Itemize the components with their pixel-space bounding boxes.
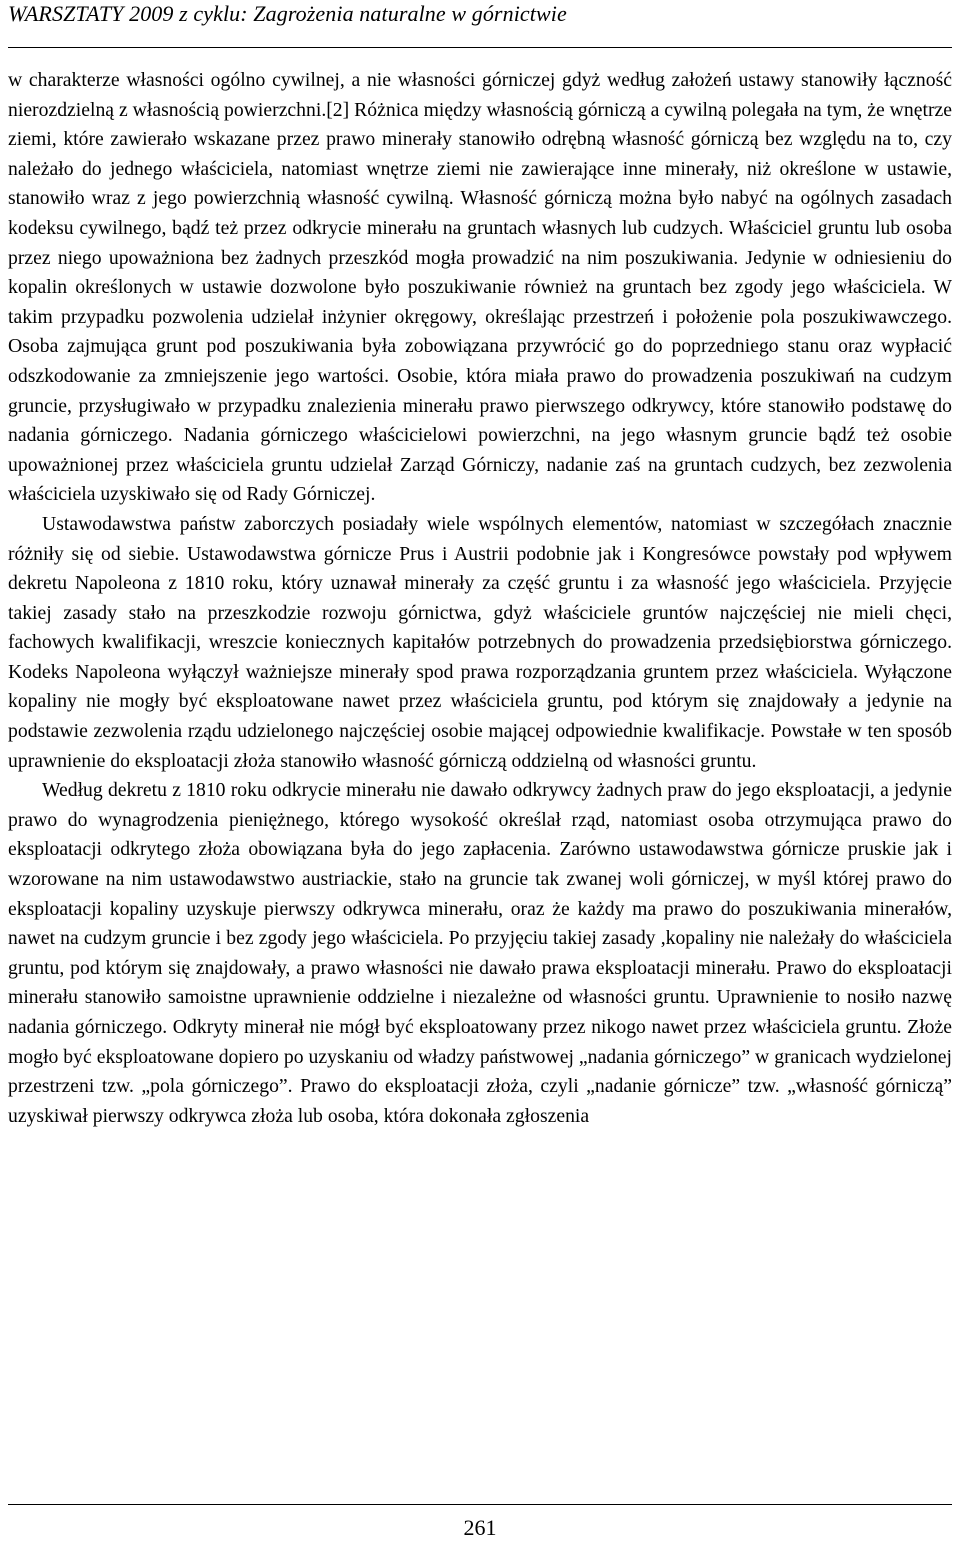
paragraph-3: Według dekretu z 1810 roku odkrycie minerału nie dawało odkrywcy żadnych praw do jego eksploatacji, a jedynie prawo do wynagrodzenia pieniężnego, którego wysokość określał rząd, natomiast osoba otrzymująca prawo do eksploatacji odkrytego złoża obowiązana była do jego zapłacenia. Zarówno ustawodawstwa górnicze pruskie jak i wzorowane na nim ustawodawstwo austriackie, stało na gruncie tak zwanej woli górniczej, w myśl której prawo do eksploatacji kopaliny uzyskuje pierwszy odkrywca minerału, oraz że każdy ma prawo do poszukiwania minerałów, nawet na cudzym gruncie i bez zgody jego właściciela. Po przyjęciu takiej zasady ,kopaliny nie należały do właściciela gruntu, pod którym się znajdowały, a prawo własności nie dawało prawa eksploatacji minerału. Prawo do eksploatacji minerału stanowiło samoistne uprawnienie oddzielne i niezależne od własności gruntu. Uprawnienie to nosiło nazwę nadania górniczego. Odkryty minerał nie mógł być eksploatowany przez nikogo nawet przez właściciela gruntu. Złoże mogło być eksploatowane dopiero po uzyskaniu od władzy państwowej „nadania górniczego” w granicach wydzielonej przestrzeni tzw. „pola górniczego”. Prawo do eksploatacji złoża, czyli „nadanie górnicze” tzw. „własność górniczą” uzyskiwał pierwszy odkrywca złoża lub osoba, która dokonała zgłoszenia <box>8 779 952 1127</box>
paragraph-1: w charakterze własności ogólno cywilnej, a nie własności górniczej gdyż według założeń ustawy stanowiły łączność nierozdzielną z własnością powierzchni.[2] Różnica między własnością górniczą a cywilną polegała na tym, że wnętrze ziemi, które zawierało wskazane przez prawo minerały stanowiło odrębną własność górniczą bez względu na to, czy należało do jednego właściciela, natomiast wnętrze ziemi nie zawierające inne minerały, niż określone w ustawie, stanowiło wraz z jego powierzchnią własność cywilną. Własność górniczą można było nabyć na ogólnych zasadach kodeksu cywilnego, bądź też przez odkrycie minerału na gruntach własnych lub cudzych. Właściciel gruntu lub osoba przez niego upoważniona bez żadnych przeszkód mogła prowadzić na nim poszukiwania. Jedynie w odniesieniu do kopalin określonych w ustawie dozwolone było poszukiwanie również na gruntach bez zgody jego właściciela. W takim przypadku pozwolenia udzielał inżynier okręgowy, określając przestrzeń i położenie pola poszukiwawczego. Osoba zajmująca grunt pod poszukiwania była zobowiązana przywrócić go do poprzedniego stanu oraz wypłacić odszkodowanie za zmniejszenie jego wartości. Osobie, która miała prawo do prowadzenia poszukiwań na cudzym gruncie, przysługiwało w przypadku znalezienia minerału prawo pierwszego odkrywcy, które stanowiło podstawę do nadania górniczego. Nadania górniczego właścicielowi powierzchni, na jego własnym gruncie bądź też osobie upoważnionej przez właściciela gruntu udzielał Zarząd Górniczy, nadanie zaś na gruntach cudzych, bez zezwolenia właściciela uzyskiwało się od Rady Górniczej. <box>8 69 952 506</box>
page-header <box>8 0 952 48</box>
body-text <box>8 66 952 1131</box>
paragraph-2: Ustawodawstwa państw zaborczych posiadały wiele wspólnych elementów, natomiast w szczegółach znacznie różniły się od siebie. Ustawodawstwa górnicze Prus i Austrii podobnie jak i Kongresówce powstały pod wpływem dekretu Napoleona z 1810 roku, który uznawał minerały za część gruntu i za własność jego właściciela. Przyjęcie takiej zasady stało na przeszkodzie rozwoju górnictwa, gdyż właściciele gruntów najczęściej nie mieli chęci, fachowych kwalifikacji, wreszcie koniecznych kapitałów potrzebnych do prowadzenia przedsiębiorstwa górniczego. Kodeks Napoleona wyłączył ważniejsze minerały spod prawa rozporządzania gruntem przez właściciela. Wyłączone kopaliny nie mogły być eksploatowane nawet przez właściciela gruntu, pod którym się znajdowały a jedynie na podstawie zezwolenia rządu udzielonego najczęściej osobie mającej odpowiednie kwalifikacje. Powstałe w ten sposób uprawnienie do eksploatacji złoża stanowiło własność górniczą oddzielną od własności gruntu. <box>8 512 952 772</box>
page-number: 261 <box>463 1515 497 1540</box>
running-header-title: WARSZTATY 2009 z cyklu: Zagrożenia naturalne w górnictwie <box>8 1 567 26</box>
footer-divider <box>8 1504 952 1505</box>
